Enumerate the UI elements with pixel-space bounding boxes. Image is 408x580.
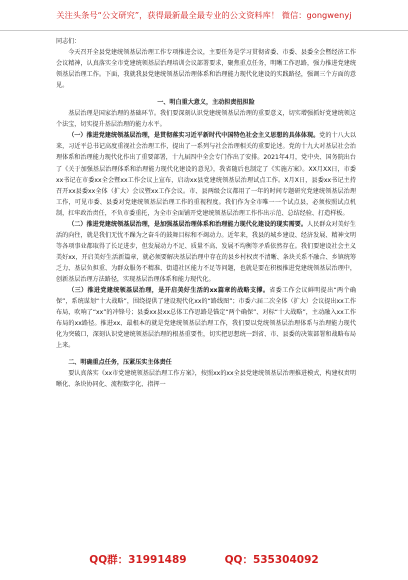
subsection-3: [56, 285, 356, 351]
footer-qq-group: QQ群：31991489: [89, 553, 187, 566]
section-2-heading: 二、明确重点任务，压紧压实主体责任: [68, 359, 172, 367]
subsection-1: [56, 130, 356, 218]
section-1-heading: 一、明白重大意义，主动担责扭担险: [157, 99, 255, 107]
section-2-body: 要认真落实《xx市党建统领基层治理工作方案》，按照xx的xx全县党建统领基层治理推进模式，构建权责明晰化、条块协同化、流程数字化、指挥一: [56, 370, 356, 389]
subsection-2-body: 人民群众对美好生活的向往，就是我们无忧不躁为之奋斗的鼓舞目标和不竭动力。近年来，我县的城乡建设、经济发展、精神文明等各项事业都取得了长足进步，但发展动力不足、质量不高、发展不均衡等矛盾依然存在。我们要建设社会主义美好xx，开启美好生活新篇章，就必须要解决基层治理中存在的县乡村权责不清晰、条块关系不融合、乡镇统筹乏力、基层负担重、为群众服务不精准、街道社区能力不足等问题，也就是要在积极推进党建统领基层治理中，创新基层治理方法路径，实现基层治理体系和能力现代化。: [56, 220, 356, 283]
salutation: 同志们：: [56, 38, 81, 45]
subsection-3-body: 省委工作会议鲜明提出“两个确保”，系统谋划“十大战略”，围绕提供了建设现代化xx的“路线图”；市委六届二次全体（扩大）会议提出xx工作布局，吹响了“xx”的冲锋号；县委xx县xx总体工作思路是锚定“两个确保”、对标“十大战略”，主动融入xx工作布局的xx路径。推进xx、最根本的就是党建统领基层治理工作，我们要以党统领基层治理体系与治理能力现代化为突破口，深刻认识党建统领基层治理的根基重要性，切实把思想统一到省、市、县委的决策部署和战略布局上来。: [56, 287, 356, 350]
intro-paragraph: 今天召开全县党建统领基层治理工作专项推进会议，主要任务是学习贯彻省委、市委、县委全会暨经济工作会议精神，认真落实全市党建统领基层治理培训会议部署要求，聚焦重点任务，明晰工作思路，强力推进党建统领基层治理工作。下面，我就我县党建统领基层治理体系和治理能力现代化建设的实践路径，强调三个方面的意见。: [56, 49, 356, 90]
subsection-3-heading: （三）推进党建统领基层治理，是开启美好生活的xx篇章的战略支撑。: [68, 287, 270, 295]
footer-contact: [0, 538, 408, 580]
top-banner: [0, 0, 408, 31]
section-1-intro: 基层治理是国家治理的基础环节。我们要深刻认识党建统领基层治理的重要意义，切实增强抓好党建统领这个法宝，切实提升基层治理的能力水平。: [56, 110, 356, 129]
footer-qq: QQ：535304092: [224, 553, 319, 566]
subsection-2-heading: （二）推进党建统领基层治理，是加强基层治理体系和治理能力现代化建设的现实需要。: [68, 220, 308, 228]
subsection-2: [56, 219, 356, 285]
subsection-1-body: 党的十八大以来，习近平总书记高度重视社会治理工作，提出了一系列与社会治理相关的重要论述。党的十九大对基层社会治理体系和治理能力现代化作出了重要部署，十九届四中全会专门作出了安排。2021年4月，党中央、国务院出台了《关于加强基层治理体系和治理能力现代化建设的意见》，我省随后也制定了《实施方案》。XX月XX日，市委xx书记在市委xx全会暨xx工作会议上宣布，启动xx县党建统领基层治理试点工作。X月X日，县委xx书记主持召开xx县委xx全体（扩大）会议暨xx工作会议。市、县两级会议都用了一年的时间专题研究党建统领基层治理工作，可见市委、县委对党建统领基层治理工作的重视程度。我们作为全市唯一一个试点县，必须按照试点机制，扛牢政治责任，不负市委重托，为全市全面铺开党建统领基层治理工作作出示范、总结经验、打造样板。: [56, 132, 356, 217]
banner-text: 关注头条号“公文研究”，获得最新最全最专业的公文资料库！ 微信：gongwenyj: [56, 9, 352, 20]
document-body: [56, 36, 356, 536]
subsection-1-heading: （一）推进党建统领基层治理，是贯彻落实习近平新时代中国特色社会主义思想的具体体现。: [68, 132, 320, 140]
